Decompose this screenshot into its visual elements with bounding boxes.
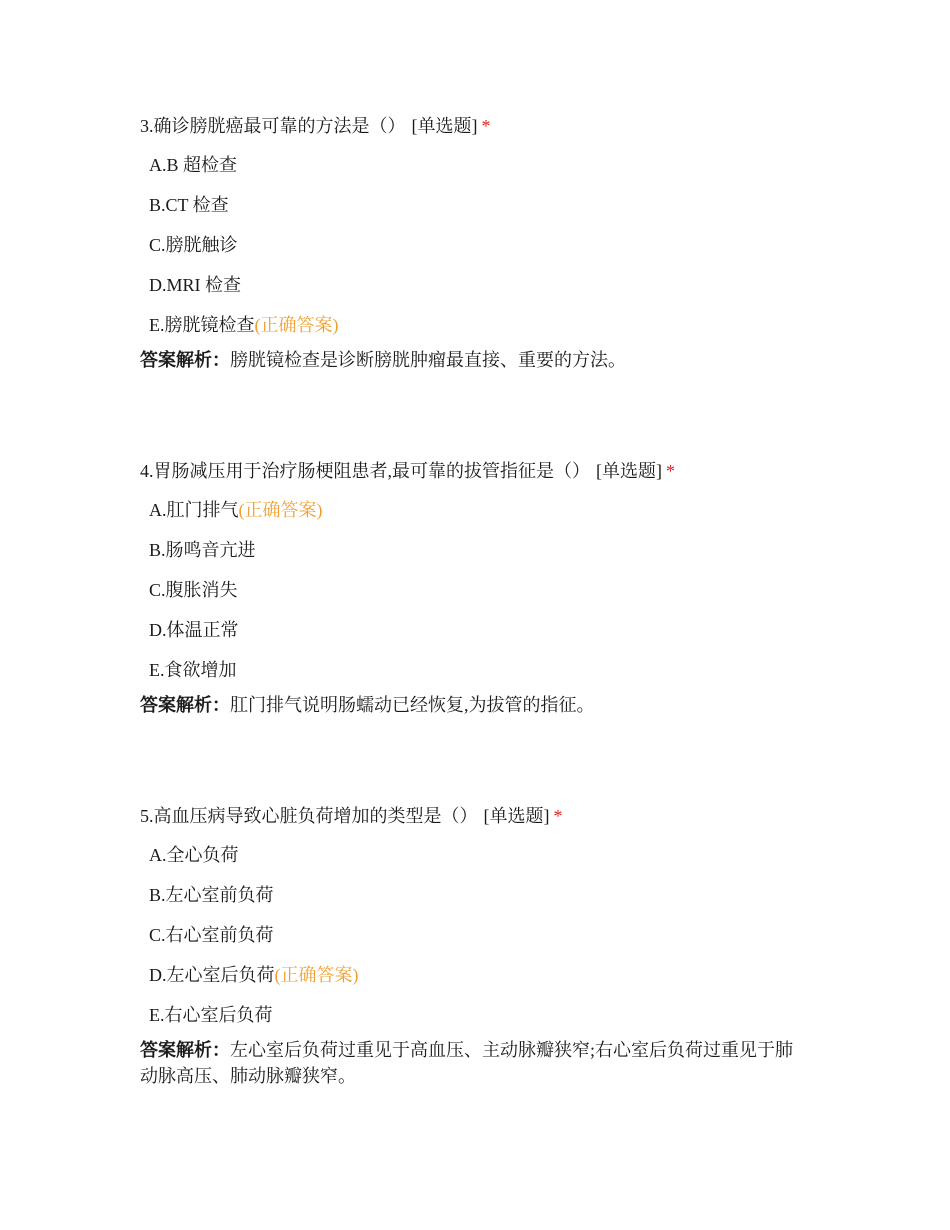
option-list bbox=[149, 153, 820, 337]
analysis-label: 答案解析： bbox=[140, 350, 230, 370]
correct-answer-tag: (正确答案) bbox=[254, 315, 339, 335]
option-list bbox=[149, 843, 820, 1027]
analysis-text: 左心室后负荷过重见于高血压、主动脉瓣狭窄;右心室后负荷过重见于肺动脉高压、肺动脉瓣狭窄。 bbox=[140, 1040, 793, 1086]
question-title bbox=[140, 458, 820, 484]
answer-analysis bbox=[140, 1037, 805, 1089]
question-type: [单选题] bbox=[596, 461, 662, 481]
answer-analysis bbox=[140, 347, 805, 373]
question-text: 5.高血压病导致心脏负荷增加的类型是（） bbox=[140, 806, 478, 826]
analysis-text: 膀胱镜检查是诊断膀胱肿瘤最直接、重要的方法。 bbox=[230, 350, 626, 370]
question-block bbox=[140, 458, 820, 718]
question-block bbox=[140, 113, 820, 373]
option-d: D.MRI 检查 bbox=[149, 275, 242, 295]
question-type: [单选题] bbox=[483, 806, 550, 826]
option-b: B.左心室前负荷 bbox=[149, 885, 274, 905]
option-b: B.CT 检查 bbox=[149, 195, 229, 215]
option-a: A.全心负荷 bbox=[149, 845, 239, 865]
option-c: C.膀胱触诊 bbox=[149, 235, 238, 255]
question-block bbox=[140, 803, 820, 1089]
option-e: E.食欲增加 bbox=[149, 660, 237, 680]
correct-answer-tag: (正确答案) bbox=[238, 500, 323, 520]
question-text: 4.胃肠减压用于治疗肠梗阻患者,最可靠的拔管指征是（） bbox=[140, 461, 590, 481]
question-type: [单选题] bbox=[411, 116, 478, 136]
question-text: 3.确诊膀胱癌最可靠的方法是（） bbox=[140, 116, 406, 136]
option-e: E.膀胱镜检查(正确答案) bbox=[149, 315, 339, 335]
option-e: E.右心室后负荷 bbox=[149, 1005, 273, 1025]
required-mark: * bbox=[481, 116, 491, 136]
option-list bbox=[149, 498, 820, 682]
answer-analysis bbox=[140, 692, 805, 718]
correct-answer-tag: (正确答案) bbox=[274, 965, 359, 985]
question-title bbox=[140, 803, 820, 829]
option-b: B.肠鸣音亢进 bbox=[149, 540, 256, 560]
required-mark: * bbox=[666, 461, 675, 481]
option-d: D.左心室后负荷(正确答案) bbox=[149, 965, 359, 985]
option-c: C.腹胀消失 bbox=[149, 580, 238, 600]
question-title bbox=[140, 113, 820, 139]
analysis-text: 肛门排气说明肠蠕动已经恢复,为拔管的指征。 bbox=[230, 695, 595, 715]
analysis-label: 答案解析： bbox=[140, 1040, 230, 1060]
required-mark: * bbox=[553, 806, 563, 826]
option-a: A.肛门排气(正确答案) bbox=[149, 500, 323, 520]
analysis-label: 答案解析： bbox=[140, 695, 230, 715]
option-d: D.体温正常 bbox=[149, 620, 239, 640]
option-a: A.B 超检查 bbox=[149, 155, 238, 175]
option-c: C.右心室前负荷 bbox=[149, 925, 274, 945]
